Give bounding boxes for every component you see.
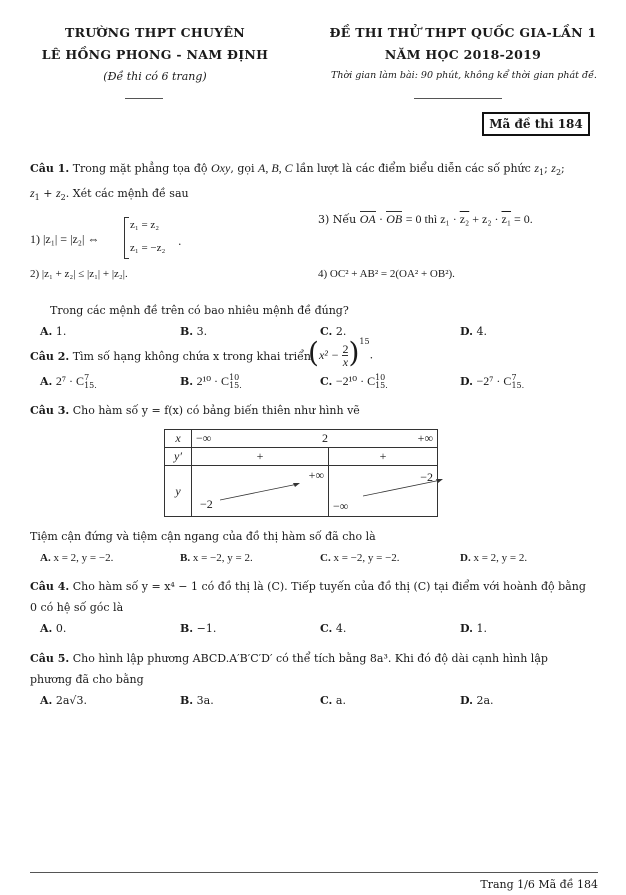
question-text: phương đã cho bằng	[30, 673, 144, 686]
question-label: Câu 2.	[30, 350, 70, 363]
school-year: NĂM HỌC 2018-2019	[384, 47, 542, 62]
sign-cell: +	[329, 448, 438, 466]
row-label-y: y	[165, 466, 192, 517]
option-c[interactable]: C. 2.	[320, 325, 347, 338]
x-value: +∞	[417, 431, 433, 445]
question-label: Câu 4.	[30, 580, 70, 593]
option-c[interactable]: C. a.	[320, 694, 346, 707]
variation-table	[164, 429, 438, 517]
y-value: −2	[200, 497, 213, 511]
question-3-prompt: Tiệm cận đứng và tiệm cận ngang của đồ thị hàm số đã cho là	[30, 530, 376, 543]
question-3	[30, 404, 360, 417]
vector-ob: OB	[386, 212, 403, 226]
question-1: Câu 1. Trong mặt phẳng tọa độ Oxy, gọi A, B, C lần lượt là các điểm biểu diễn các số phức $z_1$; $z_2$; $z_1 + z_2$. Xét các mệnh đề sau	[30, 161, 565, 203]
footer-rule	[30, 872, 598, 873]
question-4	[30, 576, 600, 618]
question-text: , gọi	[230, 162, 259, 175]
option-c[interactable]: C. −2¹⁰ · C 10 15.	[320, 373, 388, 390]
question-label: Câu 5.	[30, 652, 70, 665]
fraction-denominator: x	[342, 355, 349, 369]
period: .	[178, 235, 182, 248]
math-var: A, B, C	[258, 161, 293, 175]
question-2	[30, 350, 311, 363]
question-text: Tìm số hạng không chứa x trong khai triển	[72, 350, 311, 363]
question-text: Cho hàm số y = x⁴ − 1 có đồ thị là (C). Tiếp tuyến của đồ thị (C) tại điểm với hoành độ bằng	[72, 580, 586, 593]
row-label-x: x	[165, 430, 192, 448]
option-a[interactable]: A. x = 2, y = −2.	[40, 552, 114, 564]
x-value: −∞	[196, 431, 212, 445]
page-footer: Trang 1/6 Mã đề 184	[480, 878, 598, 891]
option-d[interactable]: D. −2⁷ · C 7 15.	[460, 373, 525, 390]
statement-1	[30, 232, 99, 247]
question-text: Cho hình lập phương ABCD.A′B′C′D′ có thể tích bằng 8a³. Khi đó độ dài cạnh hình lập	[72, 652, 548, 665]
row-label-yprime: y′	[165, 448, 192, 466]
expr-base: x² −	[318, 348, 339, 362]
exam-code-box: Mã đề thi 184	[482, 112, 590, 136]
x-value: 2	[322, 431, 328, 445]
y-right-cell	[329, 466, 438, 517]
option-b[interactable]: B. 3a.	[180, 694, 214, 707]
question-5	[30, 648, 600, 690]
option-d[interactable]: D. 4.	[460, 325, 487, 338]
option-c[interactable]: C. x = −2, y = −2.	[320, 552, 400, 564]
option-a[interactable]: A. 0.	[40, 622, 67, 635]
statement-3: 3) Nếu OA · OB = 0 thì z₁ · z₂ + z₂ · z₁ = 0.	[318, 212, 533, 226]
time-note: Thời gian làm bài: 90 phút, không kể thời gian phát đề.	[331, 70, 597, 81]
option-d[interactable]: D. 1.	[460, 622, 487, 635]
right-divider	[414, 98, 502, 99]
option-b[interactable]: B. 3.	[180, 325, 208, 338]
statement-text: = 0 thì z₁ ·	[405, 212, 460, 226]
exponent: 15	[359, 336, 370, 346]
option-b[interactable]: B. −1.	[180, 622, 217, 635]
statement-4: 4) OC² + AB² = 2(OA² + OB²).	[318, 268, 455, 280]
y-value: −2	[420, 470, 433, 484]
conjugate: z₁	[501, 212, 512, 226]
question-label: Câu 1.	[30, 162, 70, 175]
y-value: −∞	[333, 499, 349, 513]
expansion-expr: (x² − $\frac{2}{x}$ )$^{15}$.	[308, 336, 374, 369]
system-line-2: z₁ = −z₂	[130, 242, 166, 254]
x-values-cell	[192, 430, 438, 448]
option-b[interactable]: B. 2¹⁰ · C 10 15.	[180, 373, 242, 390]
statement-text: 1) |z₁| = |z₂| ⇔	[30, 232, 100, 246]
school-name-line2: LÊ HỒNG PHONG - NAM ĐỊNH	[41, 47, 269, 62]
statement-text: + z₂ ·	[469, 212, 502, 226]
option-a[interactable]: A. 2a√3.	[40, 694, 87, 707]
pages-note: (Đề thi có 6 trang)	[103, 70, 207, 83]
increase-arrow	[220, 480, 302, 502]
question-text: Xét các mệnh đề sau	[72, 187, 189, 201]
option-b[interactable]: B. x = −2, y = 2.	[180, 552, 253, 564]
option-a[interactable]: A. 2⁷ · C 7 15.	[40, 373, 97, 390]
left-divider	[125, 98, 163, 99]
y-value: +∞	[308, 468, 324, 482]
conjugate: z₂	[459, 212, 470, 226]
question-label: Câu 3.	[30, 404, 70, 417]
question-text: Trong mặt phẳng tọa độ	[72, 162, 212, 175]
vector-oa: OA	[359, 212, 376, 226]
statement-text: 3) Nếu	[318, 213, 357, 226]
system-line-1: z₁ = z₂	[130, 219, 160, 231]
question-text: 0 có hệ số góc là	[30, 601, 124, 614]
question-text: lần lượt là các điểm biểu diễn các số phức	[292, 162, 535, 175]
statement-2: 2) |z₁ + z₂| ≤ |z₁| + |z₂|.	[30, 268, 128, 280]
exam-title: ĐỀ THI THỬ THPT QUỐC GIA-LẦN 1	[329, 25, 597, 40]
bracket	[124, 217, 129, 259]
sign-cell: +	[192, 448, 329, 466]
fraction-numerator: 2	[342, 342, 349, 356]
option-d[interactable]: D. 2a.	[460, 694, 494, 707]
statement-text: = 0.	[511, 212, 533, 226]
option-d[interactable]: D. x = 2, y = 2.	[460, 552, 528, 564]
y-left-cell	[192, 466, 329, 517]
school-name-line1: TRƯỜNG THPT CHUYÊN	[64, 25, 246, 40]
question-1-prompt: Trong các mệnh đề trên có bao nhiêu mệnh đề đúng?	[50, 304, 349, 317]
option-a[interactable]: A. 1.	[40, 325, 67, 338]
math-var: Oxy	[211, 161, 231, 175]
question-text: Cho hàm số y = f(x) có bảng biến thiên như hình vẽ	[72, 404, 360, 417]
option-c[interactable]: C. 4.	[320, 622, 347, 635]
